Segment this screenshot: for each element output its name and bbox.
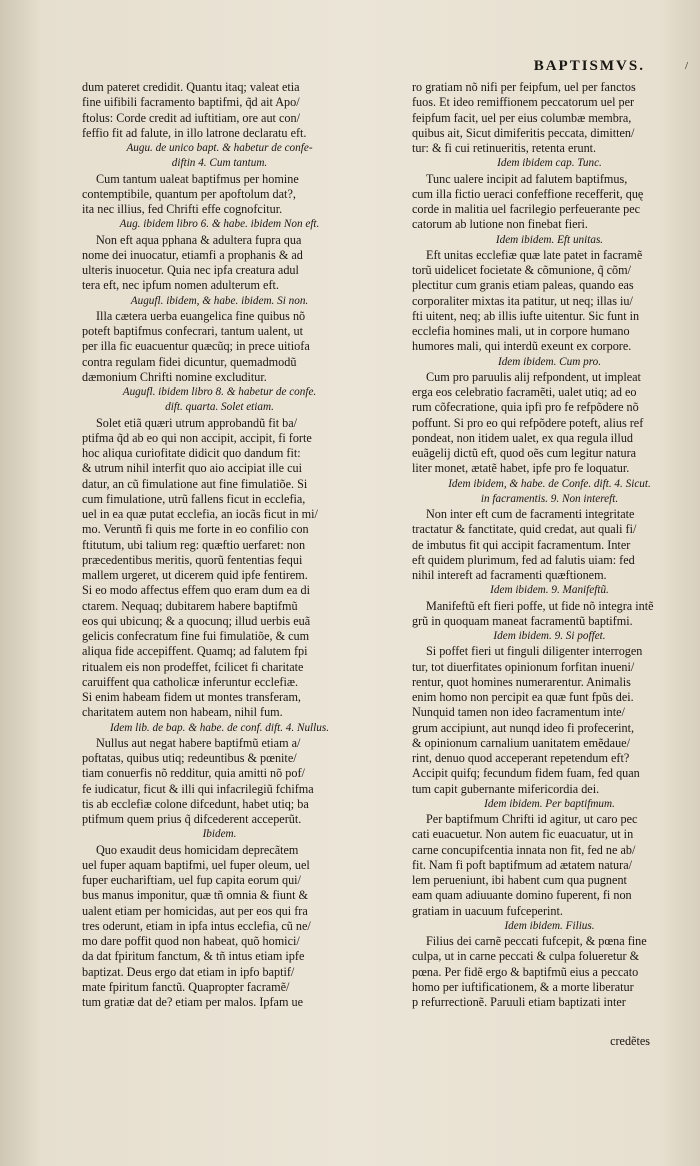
left-text-line: Nullus aut negat habere baptifmũ etiam a/: [96, 735, 301, 750]
left-text-line: præcedentibus meritis, quorũ fententias fequi: [82, 552, 303, 567]
right-text-line: quibus ait, Sicut dimiferitis peccata, dimitten/: [412, 125, 635, 140]
right-text-line: carne concupifcentia innata non fit, fed ne ab/: [412, 842, 636, 857]
right-rubric-line: Idem ibidem. Per baptifmum.: [484, 797, 615, 810]
left-text-line: tera eft, nec ipfum nomen adulterum eft.: [82, 278, 279, 293]
right-text-line: cum illa fictio ueraci confeffione recefferit, quę: [412, 186, 644, 201]
left-text-line: caruiffent qua catholicæ inferuntur ecclefiæ.: [82, 674, 299, 689]
right-rubric-line: Idem ibidem. 9. Manifeftũ.: [490, 584, 609, 597]
left-text-line: ptifma q̃d ab eo qui non accipit, accipit, fi forte: [82, 430, 312, 445]
catchword: credẽtes: [610, 1034, 650, 1048]
right-text-line: feipfum facit, uel per eius columbæ membra,: [412, 110, 632, 125]
left-text-line: baptizat. Deus ergo dat etiam in ipfo baptif/: [82, 964, 295, 979]
right-rubric-line: Idem ibidem. Eft unitas.: [495, 233, 604, 246]
right-column: [412, 80, 687, 1010]
right-text-line: fit. Nam fi poft baptifmum ad ætatem natura/: [412, 857, 632, 872]
left-text-line: tum gratiæ dat de? etiam per malos. Ipfam ue: [82, 995, 303, 1009]
left-text-line: feffio fit ad falute, in illo latrone declaratu eft.: [82, 125, 307, 140]
left-text-line: Cum tantum ualeat baptifmus per homine: [96, 171, 299, 186]
right-text-line: eft quidem plurimum, fed ad falutis uiam: fed: [412, 552, 635, 567]
left-text-line: contemptibile, quantum per apoftolum dat?,: [82, 186, 296, 201]
left-text-line: ctarem. Nequaq; dubitarem habere baptifmũ: [82, 598, 298, 613]
right-text-line: Accipit quifq; fecundum fidem fuam, fed quan: [412, 766, 640, 781]
left-text-line: datur, an cũ fimulatione aut fine fimulatiõe. Si: [82, 476, 308, 491]
left-text-line: Quo exaudit deus homicidam deprecãtem: [96, 842, 299, 857]
left-rubric-line: Idem lib. de bap. & habe. de conf. dift. 4. Nullus.: [109, 721, 330, 734]
right-rubric-line: Idem ibidem. 9. Si poffet.: [493, 630, 606, 642]
right-text-line: p refurrectionẽ. Paruuli etiam baptizati inter: [412, 995, 626, 1009]
right-text-line: catorum ab lutione non finebat fieri.: [412, 217, 588, 232]
left-text-line: mallem urgeret, ut dicerem quid ipfe fentirem.: [82, 568, 308, 582]
left-text-line: Solet etiã quæri utrum approbandũ fit ba/: [96, 415, 298, 430]
right-text-line: Non inter eft cum de facramenti integritate: [426, 507, 635, 521]
left-text-line: nome dei inuocatur, etiamfi a prophanis & ad: [82, 247, 303, 262]
left-text-line: tis ab ecclefiæ colone difcedunt, habet utiq; ba: [82, 796, 309, 811]
right-rubric-line: in facramentis. 9. Non intereft.: [480, 492, 619, 505]
left-text-line: Si enim habeam fidem ut montes transferam,: [82, 690, 301, 704]
right-text-line: tur: & fi cui retinueritis, retenta erunt.: [412, 141, 597, 155]
right-text-line: fuos. Et ideo remiffionem peccatorum uel per: [412, 95, 635, 110]
left-text-line: cum fimulatione, utrũ fallens ficut in ecclefia,: [82, 491, 306, 506]
left-text-line: mo. Veruntñ fi quis me forte in eo confilio con: [82, 522, 309, 537]
left-text-line: fe iudicatur, ficut & illi qui infacrilegiũ fchifma: [82, 781, 314, 796]
right-text-line: poffunt. Si pro eo qui refpõdere poteft, alius ref: [412, 415, 644, 430]
right-text-line: cati euacuetur. Non autem fic euacuatur, ut in: [412, 827, 634, 842]
left-text-line: aliqua fide accepiffent. Quamq; ad falutem fpi: [82, 644, 308, 659]
left-text-line: uel fuper aquam baptifmi, uel fuper oleum, uel: [82, 857, 310, 872]
right-text-line: & opinionum carnalium uanitatem emẽdaue/: [412, 735, 630, 750]
left-text-line: bus manus imponitur, quæ tñ omnia & fiunt &: [82, 888, 308, 903]
left-text-line: gelicis confecratum fine fui fimulatiõe, & cum: [82, 629, 310, 643]
right-text-line: grum accipiunt, aut nunqd ideo fi profecerint,: [412, 720, 635, 735]
right-text-line: lem perueniunt, ibi habent cum qua pugnent: [412, 873, 627, 887]
left-text-line: da dat fpiritum fanctum, & tñ intus etiam ipfe: [82, 949, 305, 964]
right-text-line: humores mali, qui interdũ exeunt ex corpore.: [412, 339, 632, 354]
left-text-line: fine uifibili facramento baptifmi, q̃d ait Apo/: [82, 95, 300, 110]
right-text-line: culpa, ut in carne peccati & culpa folueretur &: [412, 949, 640, 964]
right-text-line: tur, tot diuerfitates opinionum forfitan inueni/: [412, 659, 635, 674]
right-text-line: ecclefia homines mali, ut in corpore humano: [412, 324, 630, 338]
left-rubric-line: Ibidem.: [202, 828, 237, 841]
left-text-line: Si eo modo affectus effem quo eram dum ea di: [82, 583, 310, 598]
right-text-line: Cum pro paruulis alij refpondent, ut impleat: [426, 369, 641, 384]
left-text-line: tiam conuerfis nõ redditur, quia amitti nõ pof/: [82, 766, 305, 781]
left-rubric-line: diftin 4. Cum tantum.: [171, 157, 268, 170]
right-text-line: de imbutus fit qui accipit facramentum. Inter: [412, 537, 631, 552]
right-rubric-line: Idem ibidem. Cum pro.: [497, 355, 602, 368]
left-text-line: mo dare poffit quod non habeat, quõ homici/: [82, 934, 300, 948]
right-text-line: pondeat, non itidem ualet, ex qua regula illud: [412, 430, 634, 445]
right-text-line: fti uitent, neq; ab illis iufte uitentur. Sic funt in: [412, 308, 640, 323]
right-text-line: Per baptifmum Chrifti id agitur, ut caro pec: [426, 812, 638, 826]
right-text-line: corde in malitia uel facrilegio perfeuerante pec: [412, 202, 641, 216]
left-text-line: Illa cætera uerba euangelica fine quibus nõ: [96, 308, 306, 323]
left-column: [82, 80, 357, 1010]
right-text-line: rum cõfecratione, quia ipfi pro fe refpõdere nõ: [412, 400, 639, 415]
left-text-line: dæmonium Chrifti nomine excluditur.: [82, 369, 267, 384]
left-rubric-line: Augufl. ibidem libro 8. & habetur de confe.: [122, 386, 317, 398]
left-text-line: ritualem eis non prodeffet, fcilicet fi charitate: [82, 659, 304, 674]
left-text-line: ftitutum, ubi talium reg: quæftio uerfaret: non: [82, 537, 306, 552]
left-text-line: Non eft aqua pphana & adultera fupra qua: [96, 232, 302, 247]
left-text-line: uel in ea quæ putat ecclefia, an iocãs ficut in mi/: [82, 507, 318, 521]
right-text-line: pœna. Per fidẽ ergo & baptifmũ eius a peccato: [412, 964, 639, 979]
left-rubric-line: Augu. de unico bapt. & habetur de confe-: [126, 142, 313, 154]
left-text-line: ualent etiam per homicidas, aut per eos qui fra: [82, 903, 308, 918]
left-text-line: hoc aliqua curiofitate didicit quo dandum fit:: [82, 446, 301, 460]
running-title: BAPTISMVS.: [533, 58, 645, 74]
left-text-line: eos qui ubicunq; & a quocunq; illud uerbis euã: [82, 613, 311, 628]
right-text-line: torũ uidelicet focietate & cõmunione, q̃ cõm/: [412, 263, 631, 277]
right-text-line: Tunc ualere incipit ad falutem baptifmus,: [426, 171, 628, 186]
left-text-line: ita nec illius, fed Chrifti effe cognofcitur.: [82, 202, 283, 216]
left-text-line: poteft baptifmus confecrari, tantum ualent, ut: [82, 324, 303, 338]
left-text-line: dum pateret credidit. Quantu itaq; valeat etia: [82, 80, 300, 94]
left-text-line: poftatas, quibus utiq; redeuntibus & pœnite/: [82, 751, 297, 765]
right-text-line: ro gratiam nõ nifi per feipfum, uel per fanctos: [412, 80, 636, 94]
left-rubric-line: Augufl. ibidem, & habe. ibidem. Si non.: [130, 294, 309, 307]
right-text-line: rentur, quot homines numerarentur. Animalis: [412, 674, 631, 689]
left-text-line: mate fpiritum fanctũ. Quapropter facramẽ/: [82, 979, 290, 994]
left-text-line: tres oderunt, etiam in ipfa intus ecclefia, cũ ne/: [82, 918, 311, 933]
right-rubric-line: Idem ibidem. Filius.: [504, 919, 595, 932]
right-rubric-line: Idem ibidem cap. Tunc.: [497, 157, 602, 170]
right-text-line: enim homo non percipit ea quæ funt fpũs dei.: [412, 690, 634, 704]
right-text-line: corporaliter mixtas ita patitur, ut neq; illas iu/: [412, 293, 633, 308]
right-text-line: Manifeftũ eft fieri poffe, ut fide nõ integra intẽ: [426, 598, 654, 613]
left-text-line: ptifmum quem prius q̃ difcederent acceperũt.: [82, 812, 302, 826]
left-text-line: & utrum nihil interfit quo aio accipiat ille cui: [82, 461, 302, 476]
left-text-line: contra regulam fidei dicuntur, quemadmodũ: [82, 354, 297, 369]
right-text-line: homo per iuftificationem, & a morte liberatur: [412, 979, 634, 994]
right-text-line: tum capit gubernante mifericordia dei.: [412, 781, 600, 796]
right-text-line: rint, denuo quod acceperant repetendum eft?: [412, 751, 630, 765]
left-text-line: charitatem autem non habeam, nihil fum.: [82, 705, 283, 720]
right-text-line: Si poffet fieri ut finguli diligenter interrogen: [426, 644, 643, 659]
right-text-line: nihil intereft ad facramenti quæftionem.: [412, 568, 607, 582]
right-text-line: tractatur & fanctitate, quid credat, aut quali fi/: [412, 522, 637, 537]
left-text-line: per illa fic euacuentur quæcũq; in prece uitiofa: [82, 339, 310, 354]
right-text-line: gratiam in uacuum fufceperint.: [412, 903, 563, 918]
left-text-line: ulteris inuocetur. Quia nec ipfa creatura adul: [82, 263, 299, 277]
running-header: [0, 58, 700, 80]
right-text-line: plectitur cum granis etiam paleas, quando eas: [412, 278, 634, 293]
right-text-line: erga eos celebratio facramẽti, ualet utiq; ad eo: [412, 385, 637, 399]
right-text-line: eam quam adiuuante domino fuperent, fi non: [412, 888, 632, 903]
left-text-line: fuper euchariftiam, uel fup capita eorum qui/: [82, 873, 301, 887]
right-text-line: liter monet, ætatẽ habet, ipfe pro fe loquatur.: [412, 461, 630, 476]
left-text-line: ftolus: Corde credit ad iuftitiam, ore aut con/: [82, 110, 300, 125]
left-rubric-line: Aug. ibidem libro 6. & habe. ibidem Non eft.: [119, 218, 320, 231]
right-text-line: Nunquid tamen non ideo facramentum inte/: [412, 705, 625, 720]
right-text-line: Eft unitas ecclefiæ quæ late patet in facramẽ: [426, 247, 643, 262]
right-rubric-line: Idem ibidem, & habe. de Confe. dift. 4. Sicut.: [448, 477, 651, 490]
right-text-line: euãgelij dictũ eft, quod oẽs cum legitur natura: [412, 446, 637, 460]
right-text-line: grũ in quoquam maneat facramentũ baptifmi.: [412, 613, 633, 628]
right-text-line: Filius dei carnẽ peccati fufcepit, & pœna fine: [426, 934, 647, 948]
left-rubric-line: dift. quarta. Solet etiam.: [165, 401, 274, 414]
folio-mark: /: [684, 60, 688, 72]
